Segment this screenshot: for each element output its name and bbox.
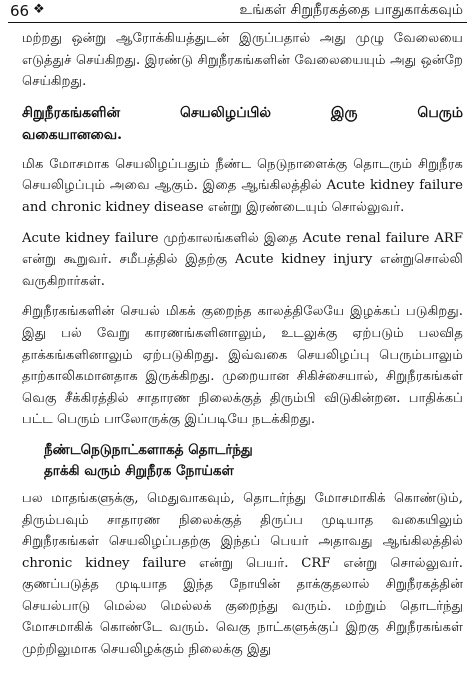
section-heading bbox=[22, 102, 463, 146]
header-rule bbox=[8, 22, 467, 23]
running-title: உங்கள் சிறுநீரகத்தை பாதுகாக்கவும் bbox=[239, 2, 463, 18]
heading-word-1: சிறுநீரகங்களின் bbox=[22, 104, 121, 121]
heading-word-2: செயலிழப்பில் bbox=[180, 104, 272, 121]
paragraph-3: சிறுநீரகங்களின் செயல் மிகக் குறைந்த காலத்திலேயே இழக்கப் படுகிறது. இது பல் வேறு காரணங்களினாலும், உடலுக்கு ஏற்படும் பலவித தாக்கங்களினாலும் ஏற்படுகிறது. இவ்வகை செயலிழப்பு பெரும்பாலும் தாற்காலிகமானதாக இருக்கிறது. முறையான சிகிச்சையால், சிறுநீரகங்கள் வெகு சீக்கிரத்தில் சாதாரண நிலைக்குத் திரும்பி விடுகின்றன. பாதிக்கப் பட்ட பெரும் பாலோருக்கு இப்படியே நடக்கிறது. bbox=[22, 304, 463, 428]
heading-word-3: இரு bbox=[330, 104, 358, 121]
section-heading-line-2: வகையானவை. bbox=[22, 126, 123, 143]
heading-word-4: பெரும் bbox=[417, 104, 463, 121]
page-number: 66 bbox=[10, 2, 30, 20]
sub-heading bbox=[44, 440, 463, 482]
page-header bbox=[0, 0, 475, 30]
paragraph-intro: மற்றது ஒன்று ஆரோக்கியத்துடன் இருப்பதால் அது முழு வேலையை எடுத்துச் செய்கிறது. இரண்டு சிறுநீரகங்களின் வேலையையும் அது ஒன்றே செய்கிறது. bbox=[22, 31, 463, 90]
diamond-ornament-icon: ❖ bbox=[33, 2, 45, 17]
sub-heading-line-1: நீண்டநெடுநாட்களாகத் தொடர்ந்து bbox=[44, 441, 253, 458]
paragraph-2: Acute kidney failure முற்காலங்களில் இதை Acute renal failure ARF என்று கூறுவர். சமீபத்தில் இதற்கு Acute kidney injury என்றுசொல்லி வருகிறார்கள். bbox=[22, 230, 463, 289]
paragraph-4: பல மாதங்களுக்கு, மெதுவாகவும், தொடர்ந்து மோசமாகிக் கொண்டும், திரும்பவும் சாதாரண நிலைக்குத் திருப்ப முடியாத வகையிலும் சிறுநீரகங்கள் செயலிழப்பதற்கு இந்தப் பெயர் அதாவது ஆங்கிலத்தில் chronic kidney failure என்று பெயர். CRF என்று சொல்லுவர். குணப்படுத்த முடியாத இந்த நோயின் தாக்குதலால் சிறுநீரகத்தின் செயல்பாடு மெல்ல மெல்லக் குறைந்து வரும். மற்றும் தொடர்ந்து மோசமாகிக் கொண்டே வரும். வெகு நாட்களுக்குப் இறகு சிறுநீரகங்கள் முற்றிலுமாக செயலிழக்கும் நிலைக்கு இது bbox=[22, 490, 463, 658]
paragraph-1: மிக மோசமாக செயலிழப்பதும் நீண்ட நெடுநாளைக்கு தொடரும் சிறுநீரக செயலிழப்பும் அவை ஆகும். இதை ஆங்கிலத்தில் Acute kidney failure and chronic kidney disease என்று இரண்டையும் சொல்லுவர். bbox=[22, 156, 463, 215]
page-body bbox=[22, 28, 463, 670]
section-heading-line-1 bbox=[22, 102, 463, 124]
sub-heading-line-2: தாக்கி வரும் சிறுநீரக நோய்கள் bbox=[44, 462, 234, 479]
